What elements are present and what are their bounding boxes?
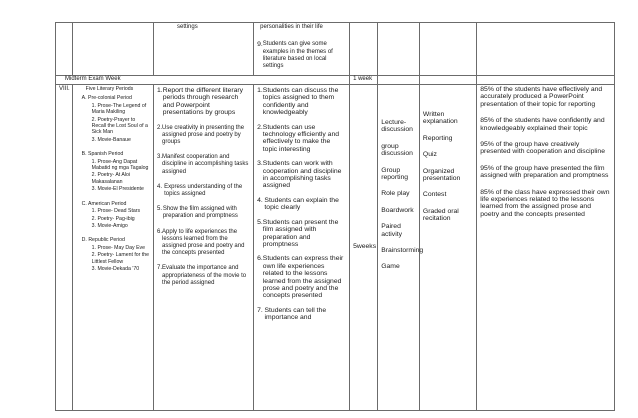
assessment-item: Organized presentation (422, 167, 461, 183)
strategy-item: Paired activity (381, 223, 402, 238)
cell-empty (419, 76, 476, 85)
task-item: 2. Use creativity in presenting the assigned prose and poetry by groups (157, 124, 245, 146)
strategy-item: Lecture-discussion (381, 119, 413, 134)
list-item: 1. Prose- May Day Eve (91, 244, 146, 251)
assessment-item: Quiz (422, 151, 437, 159)
target-item: 95% of the group have creatively presented with cooperation and discipline (480, 141, 605, 156)
assessment-item: Contest (422, 191, 447, 199)
unit-number: VIII. (59, 86, 70, 92)
list-item: 2. Poetry- Lament for the Littlest Fellow (91, 252, 150, 265)
cell-midterm-duration (350, 76, 378, 85)
assessment-item: Written explanation (422, 111, 458, 126)
item-number: 9. (257, 41, 263, 49)
list-item: 3. Movie-Banaue (91, 136, 131, 143)
period-letter: C. (81, 200, 87, 207)
list-item: 1. Prose-The Legend of Maria Makiling (91, 102, 147, 116)
list-item: 3. Movie-Dekada '70 (91, 265, 140, 272)
list-item: 2. Poetry- Pag-ibig (91, 215, 135, 222)
syllabus-table (55, 22, 615, 411)
target-item: 85% of the students have confidently and knowledgeably explained their topic (480, 117, 605, 132)
cell-settings (154, 23, 254, 76)
cell-outcome-continuation (254, 23, 350, 76)
cell-empty (419, 23, 476, 76)
outcome-item: 6. Students can express their own life experiences related to the lessons learned from the assigned prose and poetry and the concepts presented (257, 255, 344, 300)
cell-topics (72, 85, 153, 411)
list-item: 3. Movie-El Presidente (91, 186, 144, 193)
task-item: 1. Report the different literary periods through research and Powerpoint presentations by groups (157, 87, 244, 117)
outcome-item: 2. Students can use technology efficiently and effectively to make the topic interesting (257, 123, 339, 153)
cell-empty (378, 76, 420, 85)
outcome-item: 7. Students can tell the importance and (257, 306, 327, 322)
period-name: Republic Period (88, 237, 125, 244)
strategy-item: Boardwork (381, 206, 414, 214)
period-name: American Period (88, 200, 127, 207)
cell-outcomes (254, 85, 350, 411)
list-item: 1. Prose- Dead Stars (91, 208, 141, 215)
period-letter: A. (81, 95, 87, 102)
cell-empty (378, 23, 420, 76)
cell-strategies (378, 85, 424, 411)
task-item: 6. Apply to life experiences the lessons learned from the assigned prose and poetry and the concepts presented (157, 228, 245, 257)
cell-assessment (419, 85, 476, 411)
cell-empty (56, 23, 73, 76)
outcome-item: 5. Students can present the film assigned with preparation and promptness (257, 218, 339, 248)
outcome-item: 3. Students can work with cooperation and discipline in accomplishing tasks assigned (257, 160, 342, 190)
midterm-duration: 1 week (353, 76, 373, 82)
period-name: Spanish Period (88, 151, 124, 158)
task-item: 4. Express understanding of the topics assigned (157, 183, 243, 198)
strategy-item: group discussion (381, 142, 413, 158)
period-letter: B. (81, 151, 87, 158)
settings-text: settings (177, 24, 198, 30)
item-text: Students can give some examples in the themes of literature based on local settings (262, 41, 333, 70)
cell-time (350, 85, 378, 411)
table-row-unit-viii (56, 85, 615, 411)
list-item: 3. Movie-Amigo (91, 222, 128, 229)
personalities-text: personalities in their life (260, 24, 323, 30)
strategy-item: Game (381, 263, 400, 271)
strategy-item: Role play (381, 190, 410, 198)
list-item: 2. Poetry- At Aloi Makasalanan (91, 172, 131, 185)
cell-empty (350, 23, 378, 76)
task-item: 5. Show the film assigned with preparation and promptness (157, 206, 238, 220)
table-row-continuation (56, 23, 615, 76)
target-item: 85% of the students have effectively and accurately produced a PowerPoint presentation of their topic for reporting (480, 86, 603, 108)
assessment-item: Reporting (422, 134, 453, 142)
strategy-item: Brainstorming (381, 247, 424, 255)
cell-roman (56, 85, 73, 411)
cell-midterm-label (56, 76, 350, 85)
unit-title: Five Literary Periods (85, 86, 134, 92)
list-item: 2. Poetry-Prayer to Recall the Lost Soul of a Sick Man (91, 116, 148, 136)
outcome-item: 1. Students can discuss the topics assigned to them confidently and knowledgeably (257, 87, 339, 117)
cell-empty (477, 76, 615, 85)
cell-tasks (154, 85, 254, 411)
strategy-item: Group reporting (381, 166, 409, 182)
task-item: 3. Manifest cooperation and discipline in accomplishing tasks assigned (157, 154, 249, 175)
period-name: Pre-colonial Period (88, 95, 132, 102)
list-item: 1. Prose-Ang Dapat Mabatid ng mga Tagalog (91, 158, 149, 172)
midterm-label: Midterm Exam Week (65, 76, 121, 82)
target-item: 95% of the group have presented the film assigned with preparation and promptness (480, 164, 609, 180)
cell-targets (477, 85, 615, 411)
period-letter: D. (81, 237, 87, 244)
cell-empty (72, 23, 153, 76)
assessment-item: Graded oral recitation (422, 207, 459, 223)
outcome-item: 4. Students can explain the topic clearly (257, 196, 339, 212)
cell-empty (477, 23, 615, 76)
task-item: 7. Evaluate the importance and appropriateness of the movie to the period assigned (157, 265, 247, 286)
table-row-midterm (56, 76, 615, 85)
time-allotment: 5weeks (353, 243, 377, 251)
target-item: 85% of the class have expressed their own life experiences related to the lessons learned from the assigned prose and poetry and the concepts presented (480, 188, 610, 218)
